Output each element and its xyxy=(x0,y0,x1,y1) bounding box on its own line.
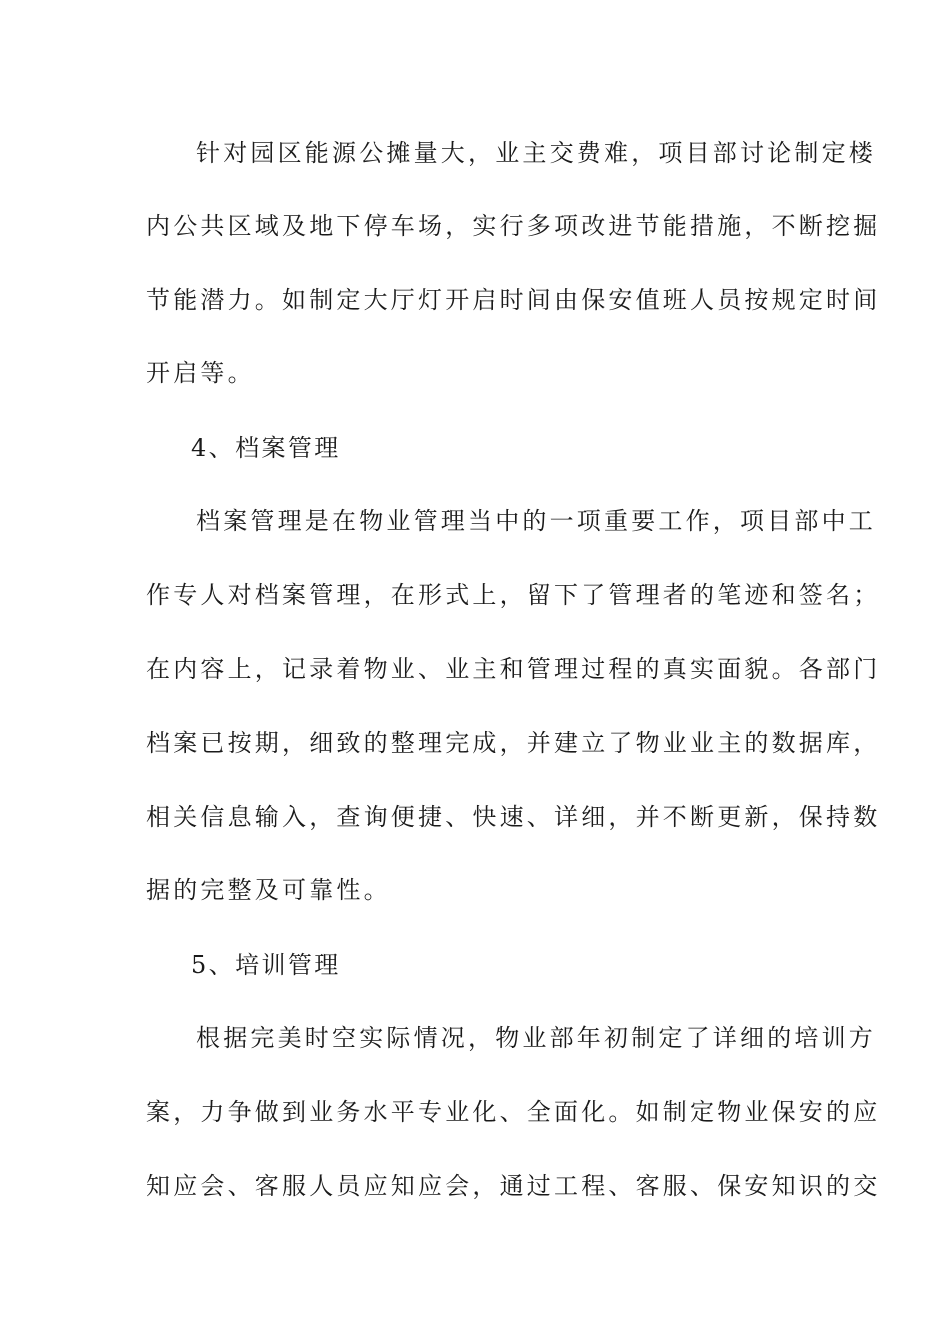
paragraph-energy-line-3: 节能潜力。如制定大厅灯开启时间由保安值班人员按规定时间 xyxy=(146,286,881,314)
paragraph-training-line-3: 知应会、客服人员应知应会，通过工程、客服、保安知识的交 xyxy=(146,1172,881,1200)
paragraph-archives-line-4: 档案已按期，细致的整理完成，并建立了物业业主的数据库， xyxy=(146,729,881,757)
paragraph-archives-line-5: 相关信息输入，查询便捷、快速、详细，并不断更新，保持数 xyxy=(146,803,881,831)
section-heading-archives: 4、档案管理 xyxy=(191,434,341,462)
paragraph-archives-line-1: 档案管理是在物业管理当中的一项重要工作，项目部中工 xyxy=(196,507,876,535)
paragraph-training-line-1: 根据完美时空实际情况，物业部年初制定了详细的培训方 xyxy=(196,1024,876,1052)
paragraph-energy-line-1: 针对园区能源公摊量大，业主交费难，项目部讨论制定楼 xyxy=(196,139,876,167)
paragraph-archives-line-3: 在内容上，记录着物业、业主和管理过程的真实面貌。各部门 xyxy=(146,655,881,683)
paragraph-archives-line-2: 作专人对档案管理，在形式上，留下了管理者的笔迹和签名； xyxy=(146,581,881,609)
paragraph-training-line-2: 案，力争做到业务水平专业化、全面化。如制定物业保安的应 xyxy=(146,1098,881,1126)
section-heading-training: 5、培训管理 xyxy=(191,951,341,979)
paragraph-energy-line-4: 开启等。 xyxy=(146,359,255,387)
paragraph-energy-line-2: 内公共区域及地下停车场，实行多项改进节能措施，不断挖掘 xyxy=(146,212,881,240)
paragraph-archives-line-6: 据的完整及可靠性。 xyxy=(146,876,391,904)
